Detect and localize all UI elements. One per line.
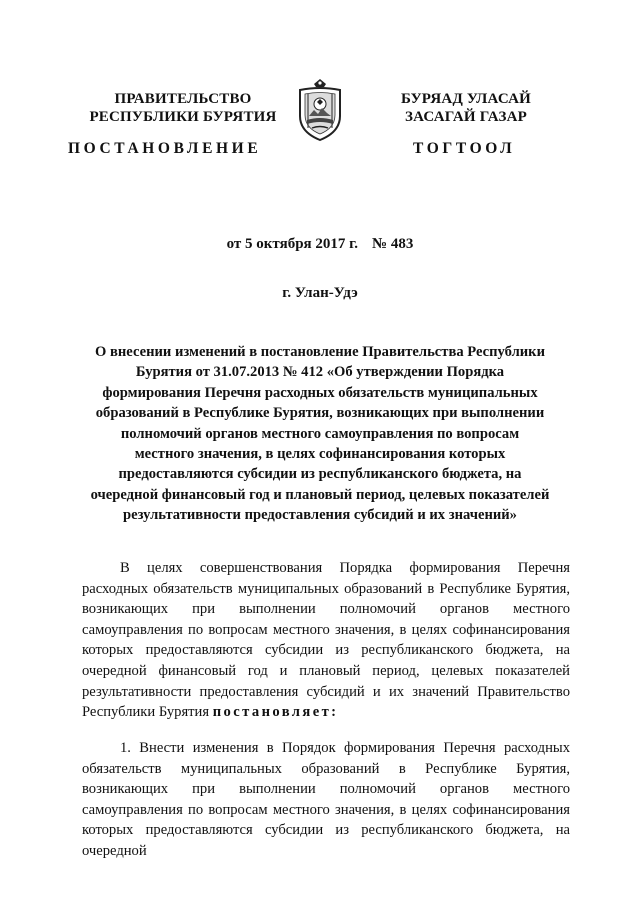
header-left: [88, 90, 278, 126]
header-right-line1: БУРЯАД УЛАСАЙ: [400, 91, 532, 107]
document-number: № 483: [372, 236, 414, 252]
body-paragraph-1: [82, 558, 570, 723]
date-number-line: [0, 236, 640, 253]
decree-word: постановляет:: [212, 704, 339, 721]
body-paragraph-2: 1. Внести изменения в Порядок формирования Перечня расходных обязательств муниципальных образований в Республике Бурятия, возникающих при выполнении полномочий органов местного самоуправления по вопросам местного значения, в целях софинансирования которых предоставляются субсидии из республиканского бюджета, на очередной: [82, 740, 570, 859]
document-city: г. Улан-Удэ: [282, 285, 358, 301]
paragraph-1-text: В целях совершенствования Порядка формирования Перечня расходных обязательств муниципальных образований в Республике Бурятия, возникающих при выполнении полномочий органов местного самоуправления по вопросам местного значения, в целях софинансирования которых предоставляются субсидии из республиканского бюджета, на очередной финансовый год и плановый период, целевых показателей результативности предоставления субсидий и их значений Правительство Республики Бурятия: [82, 560, 570, 721]
document-type-right: ТОГТООЛ: [413, 140, 516, 157]
coat-of-arms-icon: [296, 78, 344, 142]
document-title: О внесении изменений в постановление Правительства Республики Бурятия от 31.07.2013 № 412 «Об утверждении Порядка формирования Перечня расходных обязательств муниципальных образований в Республике Бурятия, возникающих при выполнении полномочий органов местного самоуправления по вопросам местного значения, в целях софинансирования которых предоставляются субсидии из республиканского бюджета, на очередной финансовый год и плановый период, целевых показателей результативности предоставления субсидий и их значений»: [90, 344, 550, 524]
header-right-line2: ЗАСАГАЙ ГАЗАР: [405, 109, 527, 125]
header-right: [396, 90, 536, 126]
header-left-line1: ПРАВИТЕЛЬСТВО: [114, 91, 252, 107]
document-date: от 5 октября 2017 г.: [226, 236, 359, 252]
document-type-left: ПОСТАНОВЛЕНИЕ: [68, 140, 262, 157]
header-left-line2: РЕСПУБЛИКИ БУРЯТИЯ: [89, 109, 277, 125]
